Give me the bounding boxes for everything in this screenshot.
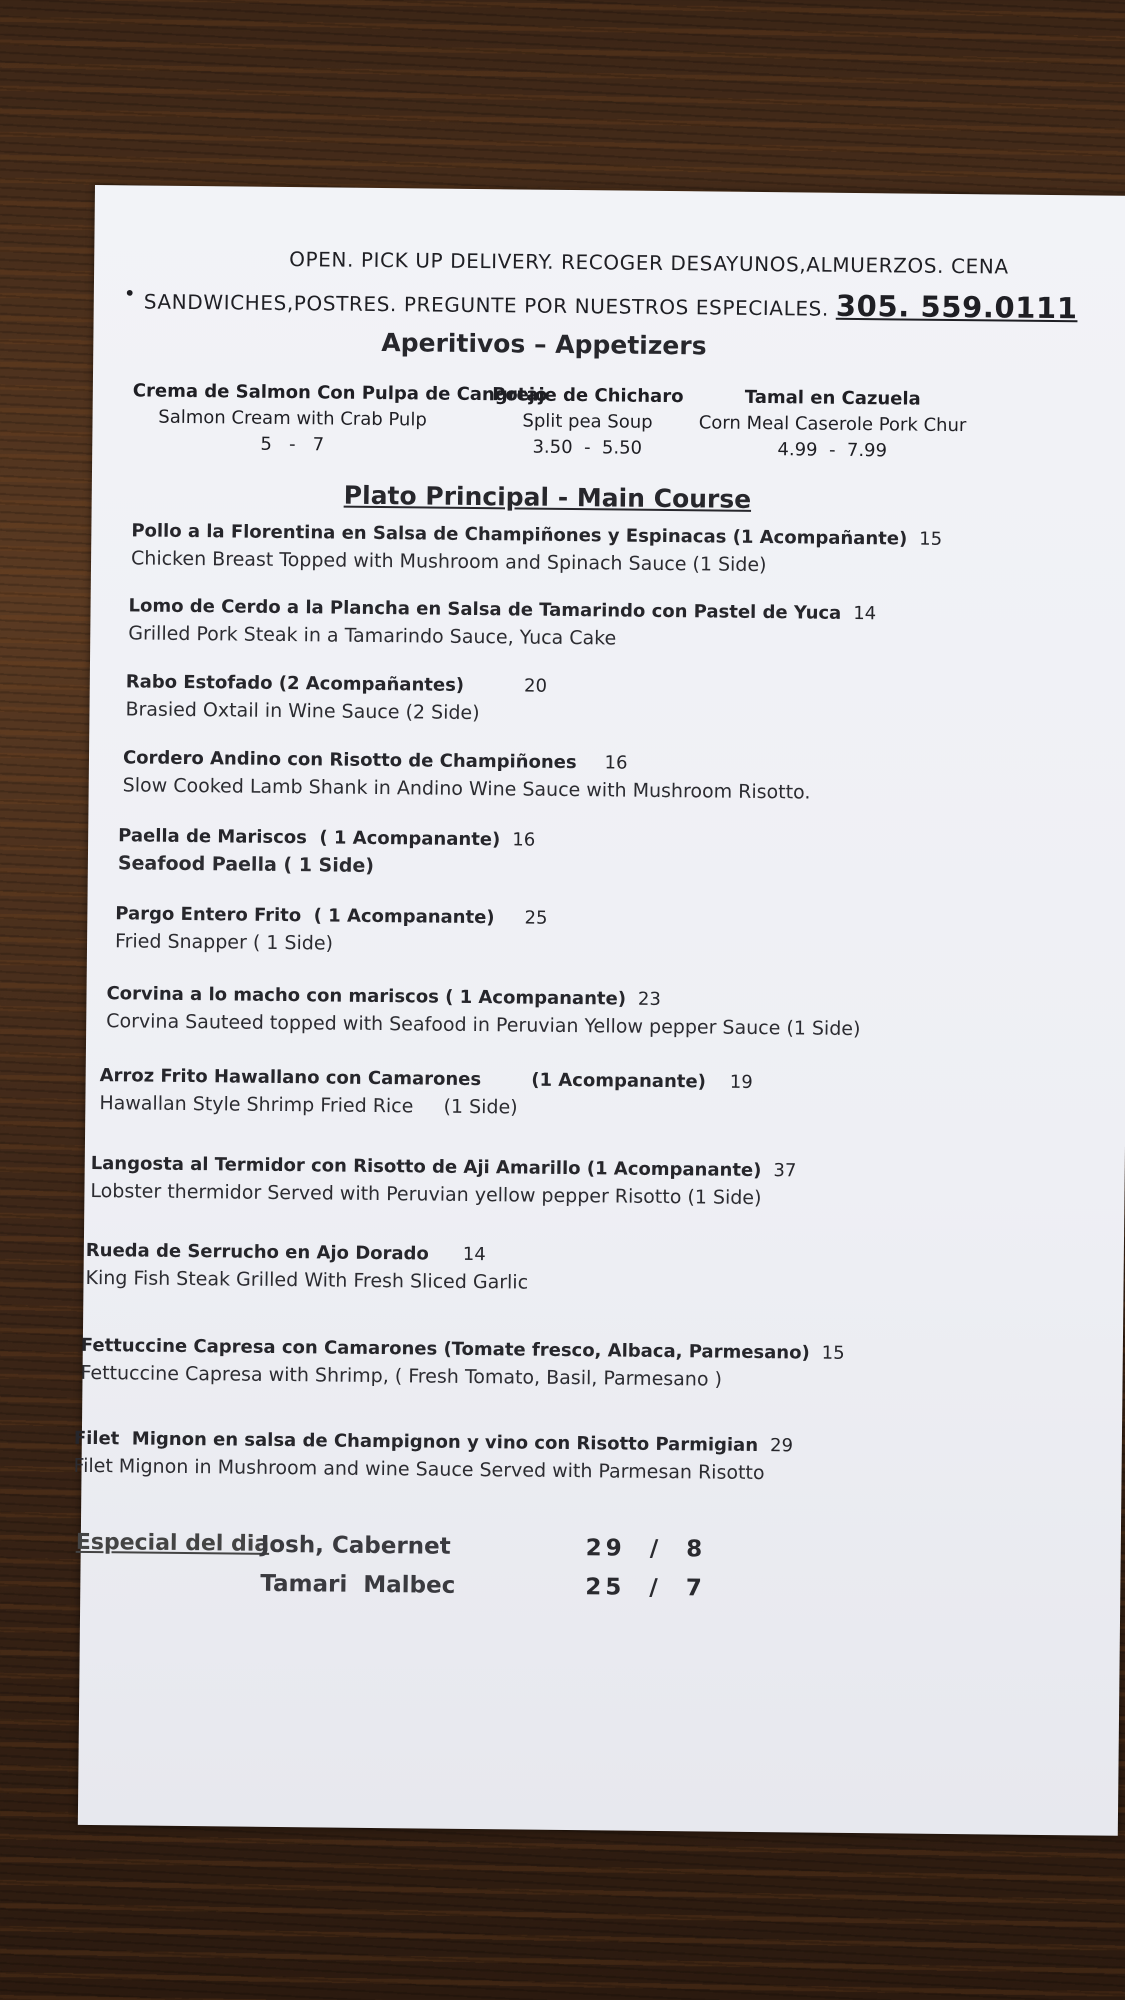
menu-item-price: 15 [919, 528, 943, 550]
menu-item-name-en: Lobster thermidor Served with Peruvian yellow pepper Risotto (1 Side) [90, 1180, 762, 1210]
menu-item-price: 14 [853, 602, 877, 625]
menu-item [123, 747, 811, 803]
menu-item-name-es: Arroz Frito Hawallano con Camarones (1 Acompanante) [99, 1065, 706, 1093]
menu-paper [73, 185, 1125, 1836]
appetizer-price: 5 - 7 [260, 433, 325, 456]
appetizer-name-en: Corn Meal Caserole Pork Chur [698, 412, 967, 437]
menu-item [115, 903, 548, 957]
menu-item-name-es: Cordero Andino con Risotto de Champiñones [122, 747, 577, 774]
menu-item [125, 671, 547, 724]
appetizer-item [692, 386, 973, 462]
appetizer-name-es: Tamal en Cazuela [744, 386, 921, 410]
menu-item-name-es: Langosta al Termidor con Risotto de Aji Amarillo (1 Acompanante) [90, 1153, 762, 1182]
menu-item [99, 1065, 753, 1121]
special-label: Especial del dia [75, 1529, 270, 1557]
menu-item-name-en: Slow Cooked Lamb Shank in Andino Wine Sauce with Mushroom Risotto. [122, 774, 811, 804]
main-course-title: Plato Principal - Main Course [343, 480, 752, 514]
appetizer-name-en: Split pea Soup [522, 410, 653, 433]
menu-item-price: 16 [604, 752, 628, 774]
menu-item-name-es: Rueda de Serrucho en Ajo Dorado [85, 1239, 429, 1265]
appetizer-name-es: Potaje de Chicharo [492, 384, 684, 408]
special-item-name: Josh, Cabernet [260, 1531, 451, 1560]
menu-item-name-es: Lomo de Cerdo a la Plancha en Salsa de Tamarindo con Pastel de Yuca [128, 595, 842, 624]
menu-item-name-es: Rabo Estofado (2 Acompañantes) [125, 671, 465, 696]
menu-item-name-en: Grilled Pork Steak in a Tamarindo Sauce, Yuca Cake [128, 622, 617, 650]
menu-item-price: 16 [512, 829, 536, 851]
menu-item-name-en: Hawallan Style Shrimp Fried Rice (1 Side) [99, 1092, 518, 1119]
header-line-1: OPEN. PICK UP DELIVERY. RECOGER DESAYUNOS,ALMUERZOS. CENA [289, 247, 1009, 279]
menu-item [131, 520, 942, 577]
menu-item-price: 14 [462, 1243, 486, 1266]
menu-item-name-es: Pargo Entero Frito ( 1 Acompanante) [115, 903, 495, 929]
menu-item-name-en: Fried Snapper ( 1 Side) [114, 930, 334, 955]
menu-item-price: 23 [637, 988, 661, 1010]
header-line-2-text: SANDWICHES,POSTRES. PREGUNTE POR NUESTROS ESPECIALES. [143, 289, 830, 321]
menu-item-name-en: Brasied Oxtail in Wine Sauce (2 Side) [125, 698, 480, 725]
appetizer-price: 3.50 - 5.50 [532, 436, 643, 459]
menu-item [128, 595, 876, 652]
menu-item-price: 37 [773, 1160, 797, 1182]
menu-item-name-es: Fettuccine Capresa con Camarones (Tomate fresco, Albaca, Parmesano) [80, 1334, 810, 1364]
menu-item-price: 20 [523, 675, 548, 697]
menu-item-price: 15 [821, 1342, 845, 1364]
special-item-price: 25 / 7 [585, 1574, 706, 1602]
menu-item-name-es: Paella de Mariscos ( 1 Acompanante) [118, 825, 501, 851]
phone-number: 305. 559.0111 [835, 288, 1078, 326]
appetizer-item [132, 380, 548, 456]
menu-item-price: 29 [769, 1435, 794, 1457]
menu-item-name-en: King Fish Steak Grilled With Fresh Sliced Garlic [85, 1266, 529, 1294]
menu-item [85, 1240, 528, 1294]
special-item-name: Tamari Malbec [260, 1570, 456, 1599]
menu-item-name-en: Filet Mignon in Mushroom and wine Sauce Served with Parmesan Risotto [73, 1454, 765, 1485]
menu-item-price: 25 [524, 907, 548, 929]
appetizer-name-es: Crema de Salmon Con Pulpa de Cangrejo [132, 380, 548, 406]
appetizers-title: Aperitivos – Appetizers [381, 328, 707, 361]
menu-item-price: 19 [729, 1071, 753, 1093]
appetizer-item [487, 384, 688, 459]
menu-item-name-en: Fettuccine Capresa with Shrimp, ( Fresh Tomato, Basil, Parmesano ) [80, 1361, 723, 1391]
special-item-price: 29 / 8 [585, 1535, 707, 1563]
header-line-2 [144, 282, 1078, 326]
menu-item [90, 1153, 796, 1209]
menu-item-name-en: Chicken Breast Topped with Mushroom and Spinach Sauce (1 Side) [130, 547, 767, 577]
menu-item [106, 983, 861, 1040]
menu-item-name-es: Filet Mignon en salsa de Champignon y vino con Risotto Parmigian [73, 1427, 759, 1457]
menu-item-name-en: Seafood Paella ( 1 Side) [117, 852, 375, 877]
header-bullet: • [123, 281, 137, 306]
appetizer-name-en: Salmon Cream with Crab Pulp [158, 406, 427, 431]
menu-item-name-es: Corvina a lo macho con mariscos ( 1 Acompanante) [106, 983, 627, 1010]
menu-item-name-es: Pollo a la Florentina en Salsa de Champiñones y Espinacas (1 Acompañante) [131, 520, 908, 550]
menu-item [73, 1428, 793, 1485]
menu-item [80, 1335, 844, 1392]
menu-item-name-en: Corvina Sauteed topped with Seafood in Peruvian Yellow pepper Sauce (1 Side) [106, 1010, 861, 1041]
appetizer-price: 4.99 - 7.99 [777, 439, 888, 462]
menu-item [118, 825, 536, 878]
